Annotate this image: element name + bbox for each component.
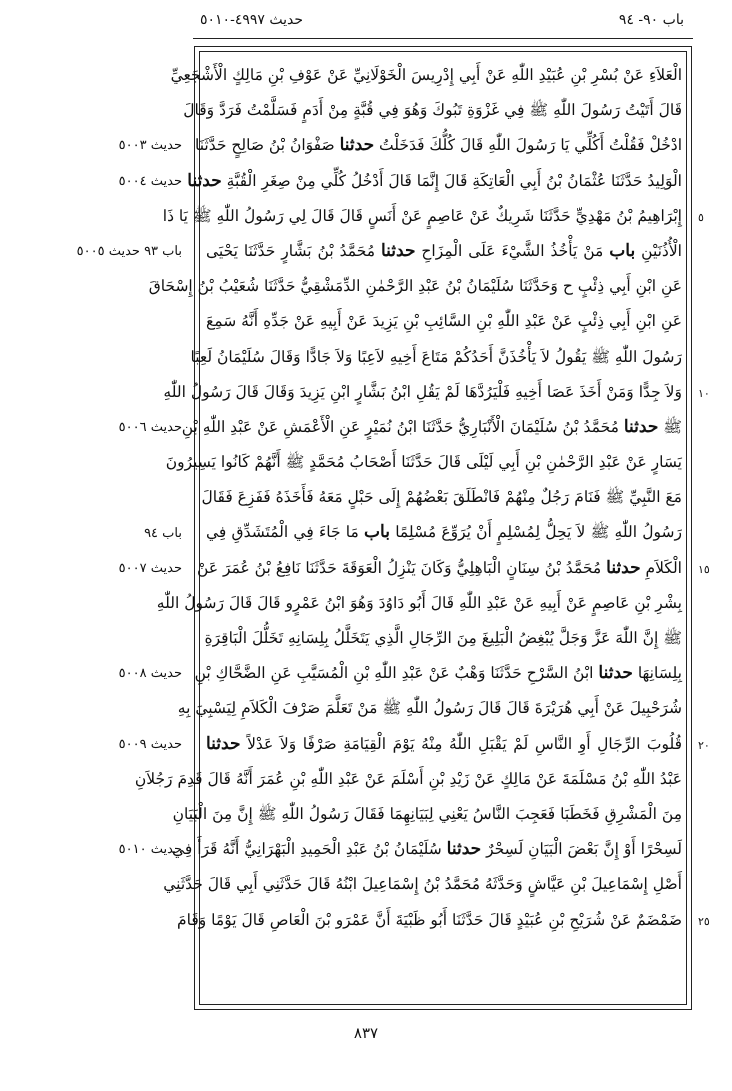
margin-note: حديث ٥٠٠٩ [118,736,182,752]
text-line: إِبْرَاهِيمُ بْنُ مَهْدِيٍّ حَدَّثَنَا شَرِيكٌ عَنْ عَاصِمٍ عَنْ أَنَسٍ قَالَ قَالَ لِي رَسُولُ اللّٰهِ ﷺ يَا ذَا [162,206,682,225]
text-line: بِشْرِ بْنِ عَاصِمٍ عَنْ أَبِيهِ عَنْ عَبْدِ اللّٰهِ قَالَ أَبُو دَاوُدَ وَهُوَ ابْنُ عَمْرٍو قَالَ قَالَ رَسُولُ اللّٰهِ [156,593,682,612]
text-line: وَلاَ جِدًّا وَمَنْ أَخَذَ عَصَا أَخِيهِ فَلْيَرُدَّهَا لَمْ يَقُلِ ابْنُ بَشَّارٍ ابْنِ يَزِيدَ وَقَالَ قَالَ رَسُولُ اللّٰهِ [163,382,682,401]
text-line: ﷺ حدثنا مُحَمَّدُ بْنُ سُلَيْمَانَ الْأَنْبَارِيُّ حَدَّثَنَا ابْنُ نُمَيْرٍ عَنِ الْأَعْمَشِ عَنْ عَبْدِ اللّٰهِ بْنِ [181,416,682,437]
text-line: شُرَحْبِيلَ عَنْ أَبِي هُرَيْرَةَ قَالَ قَالَ رَسُولُ اللّٰهِ ﷺ مَنْ تَعَلَّمَ صَرْفَ الْكَلاَمِ لِيَسْبِيَ بِهِ [177,699,682,718]
margin-note: حديث ٥٠٠٧ [118,560,182,576]
text-line: رَسُولُ اللّٰهِ ﷺ لاَ يَحِلُّ لِمُسْلِمٍ أَنْ يُرَوِّعَ مُسْلِمًا باب مَا جَاءَ فِي الْمُتَشَدِّقِ فِي [206,522,682,543]
text-line: مَعَ النَّبِيِّ ﷺ فَنَامَ رَجُلٌ مِنْهُمْ فَانْطَلَقَ بَعْضُهُمْ إِلَى حَبْلٍ مَعَهُ فَأَخَذَهُ فَفَزِعَ فَقَالَ [201,488,682,507]
margin-note: باب ٩٣ حديث ٥٠٠٥ [76,244,182,259]
margin-note: باب ٩٤ [144,525,182,541]
page-number: ٨٣٧ [353,1024,379,1042]
line-number: ٢٠ [698,738,710,752]
text-line: الْأُذُنَيْنِ باب مَنْ يَأْخُذُ الشَّيْءَ عَلَى الْمِزَاحِ حدثنا مُحَمَّدُ بْنُ بَشَّارٍ حَدَّثَنَا يَحْيَى [206,240,682,261]
line-number: ١٥ [698,562,710,576]
margin-note: حديث ٥٠٠٣ [118,138,182,154]
text-line: ﷺ إِنَّ اللّٰهَ عَزَّ وَجَلَّ يُبْغِضُ الْبَلِيغَ مِنَ الرِّجَالِ الَّذِي يَتَخَلَّلُ بِلِسَانِهِ تَخَلُّلَ الْبَاقِرَةِ [204,629,682,647]
text-line: قُلُوبَ الرِّجَالِ أَوِ النَّاسِ لَمْ يَقْبَلِ اللّٰهُ مِنْهُ يَوْمَ الْقِيَامَةِ صَرْفًا وَلاَ عَدْلاً حدثنا [206,733,682,754]
line-number: ٢٥ [698,914,710,928]
running-header-hadith-range: حديث ٤٩٩٧-٥٠١٠ [200,12,303,28]
text-line: يَسَارٍ عَنْ عَبْدِ الرَّحْمٰنِ بْنِ أَبِي لَيْلَى قَالَ حَدَّثَنَا أَصْحَابُ مُحَمَّدٍ ﷺ أَنَّهُمْ كَانُوا يَسِيرُونَ [165,453,682,472]
text-line: أَصْلِ إِسْمَاعِيلَ بْنِ عَيَّاشٍ وَحَدَّثَهُ مُحَمَّدُ بْنُ إِسْمَاعِيلَ ابْنُهُ قَالَ حَدَّثَنِي أَبِي قَالَ حَدَّثَنِي [163,875,682,894]
text-line: قَالَ أَتَيْتُ رَسُولَ اللّٰهِ ﷺ فِي غَزْوَةِ تَبُوكَ وَهُوَ فِي قُبَّةٍ مِنْ أَدَمٍ فَسَلَّمْتُ فَرَدَّ وَقَالَ [183,101,682,120]
text-line: ضَمْضَمٌ عَنْ شُرَيْحِ بْنِ عُبَيْدٍ قَالَ حَدَّثَنَا أَبُو ظَبْيَةَ أَنَّ عَمْرَو بْنَ الْعَاصِ قَالَ يَوْمًا وَقَامَ [177,910,682,929]
running-header-chapter: باب ٩٠- ٩٤ [618,12,684,28]
line-number: ١٠ [698,386,710,400]
text-line: عَنِ ابْنِ أَبِي ذِئْبٍ عَنْ عَبْدِ اللّٰهِ بْنِ السَّائِبِ بْنِ يَزِيدَ عَنْ أَبِيهِ عَنْ جَدِّهِ أَنَّهُ سَمِعَ [206,312,682,331]
text-line: ادْخُلْ فَقُلْتُ أَكُلِّي يَا رَسُولَ اللّٰهِ قَالَ كُلُّكَ فَدَخَلْتُ حدثنا صَفْوَانُ بْنُ صَالِحٍ حَدَّثَنَا [195,135,682,156]
margin-note: حديث ٥٠١٠ [118,842,182,858]
margin-note: حديث ٥٠٠٨ [118,666,182,682]
margin-note: حديث ٥٠٠٦ [118,420,182,435]
margin-note: حديث ٥٠٠٤ [118,173,182,189]
text-line: الْعَلاَءِ عَنْ بُسْرِ بْنِ عُبَيْدِ اللّٰهِ عَنْ أَبِي إِدْرِيسَ الْخَوْلَانِيِّ عَنْ عَوْفِ بْنِ مَالِكٍ الْأَشْجَعِيِّ [170,66,682,84]
text-line: لَسِحْرًا أَوْ إِنَّ بَعْضَ الْبَيَانِ لَسِحْرٌ حدثنا سُلَيْمَانُ بْنُ عَبْدِ الْحَمِيدِ الْبَهْرَانِيُّ أَنَّهُ قَرَأَ فِي [171,839,682,860]
text-line: الْكَلاَمِ حدثنا مُحَمَّدُ بْنُ سِنَانٍ الْبَاهِلِيُّ وَكَانَ يَنْزِلُ الْعَوَقَةَ حَدَّثَنَا نَافِعُ بْنُ عُمَرَ عَنْ [197,557,682,578]
line-number: ٥ [698,210,704,224]
text-line: بِلِسَانِهَا حدثنا ابْنُ السَّرْحِ حَدَّثَنَا وَهْبٌ عَنْ عَبْدِ اللّٰهِ بْنِ الْمُسَيَّبِ عَنِ الضَّحَّاكِ بْنِ [194,663,682,684]
header-rule [193,38,693,39]
text-line: الْوَلِيدُ حَدَّثَنَا عُثْمَانُ بْنُ أَبِي الْعَاتِكَةِ قَالَ إِنَّمَا قَالَ أَدْخُلُ كُلِّي مِنْ صِغَرِ الْقُبَّةِ حدثنا [187,170,682,191]
text-line: عَبْدُ اللّٰهِ بْنُ مَسْلَمَةَ عَنْ مَالِكٍ عَنْ زَيْدِ بْنِ أَسْلَمَ عَنْ عَبْدِ اللّٰهِ بْنِ عُمَرَ أَنَّهُ قَالَ قَدِمَ رَجُلاَنِ [134,769,682,788]
text-line: رَسُولَ اللّٰهِ ﷺ يَقُولُ لاَ يَأْخُذَنَّ أَحَدُكُمْ مَتَاعَ أَخِيهِ لاَعِبًا وَلاَ جَادًّا وَقَالَ سُلَيْمَانُ لَعِبًا [190,347,682,366]
text-line: عَنِ ابْنِ أَبِي ذِئْبٍ ح وَحَدَّثَنَا سُلَيْمَانُ بْنُ عَبْدِ الرَّحْمٰنِ الدِّمَشْقِيُّ حَدَّثَنَا شُعَيْبُ بْنُ إِسْحَاقَ [148,277,682,296]
text-line: مِنَ الْمَشْرِقِ فَخَطَبَا فَعَجِبَ النَّاسُ يَعْنِي لِبَيَانِهِمَا فَقَالَ رَسُولُ اللّٰهِ ﷺ إِنَّ مِنَ الْبَيَانِ [172,804,682,823]
